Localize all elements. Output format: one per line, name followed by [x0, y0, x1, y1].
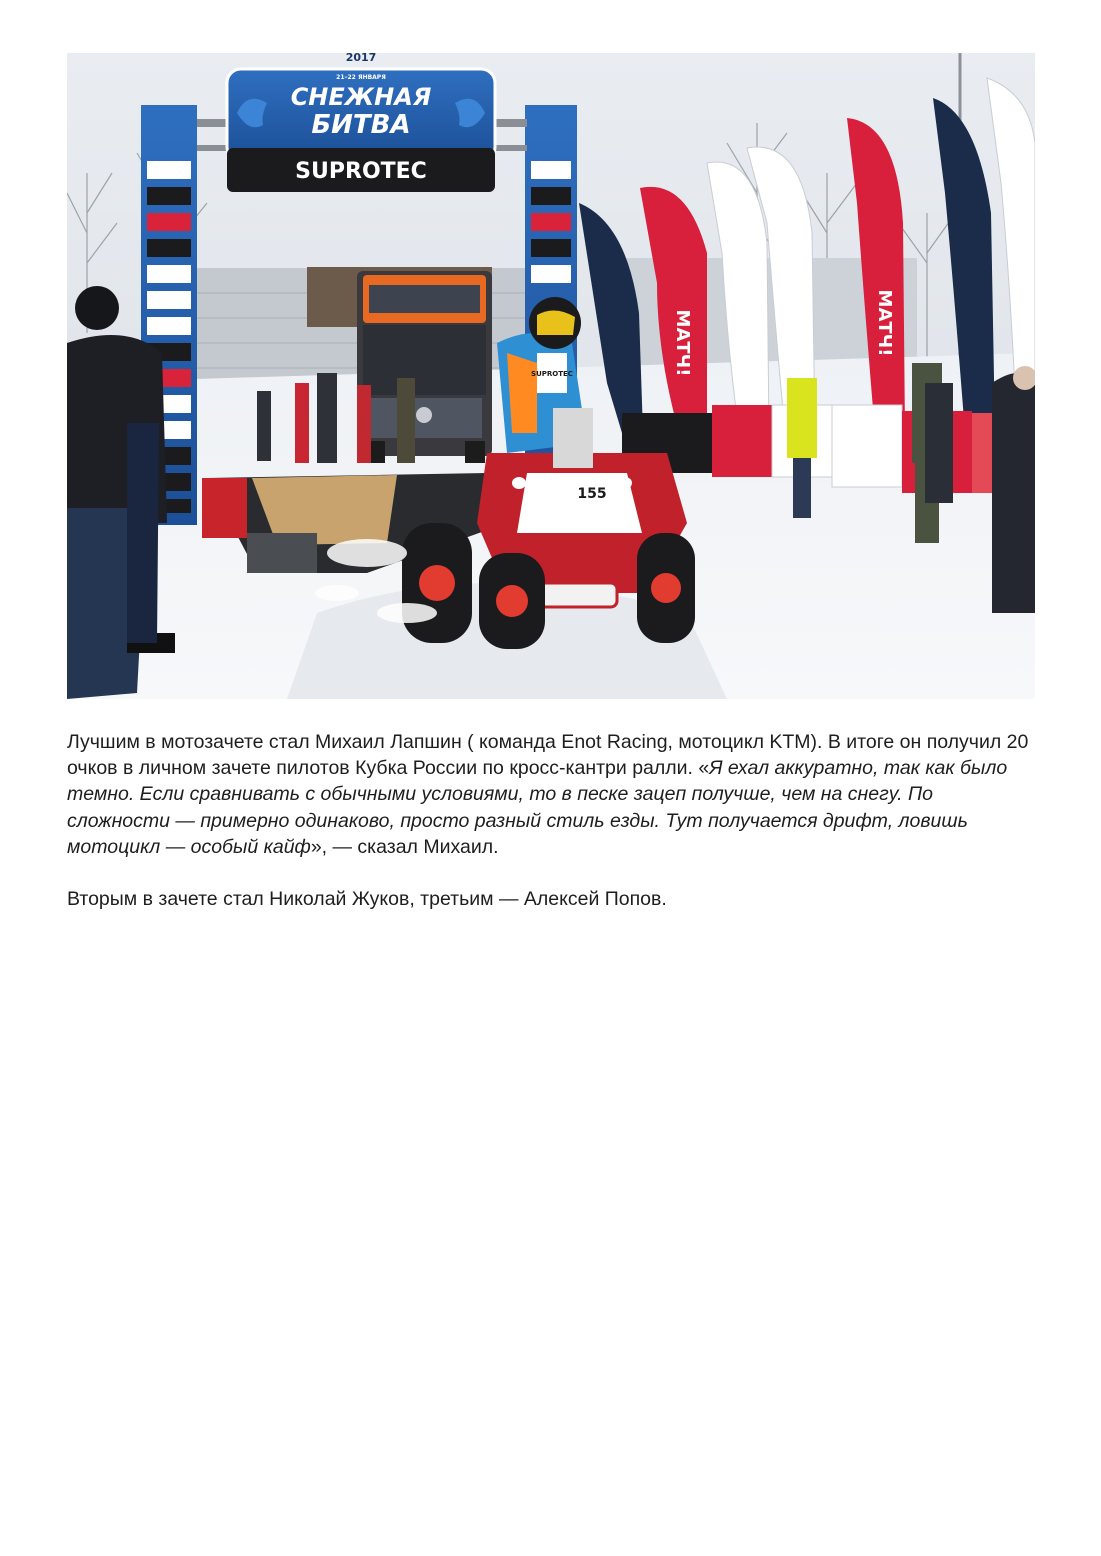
paragraph-runners-up: Вторым в зачете стал Николай Жуков, третьим — Алексей Попов. [67, 888, 667, 911]
paragraph-winner-attribution: », — сказал Михаил. [310, 835, 499, 858]
article-text [67, 729, 1035, 912]
arch-title-line2: БИТВА [311, 110, 411, 140]
rally-finish-photo [67, 53, 1035, 699]
quad-number: 155 [577, 486, 607, 502]
svg-text:МАТЧ!: МАТЧ! [874, 289, 895, 357]
arch-title-line1: СНЕЖНАЯ [290, 83, 432, 111]
paragraph-winner [67, 729, 1035, 860]
svg-text:МАТЧ!: МАТЧ! [672, 309, 693, 377]
paragraph-winner-intro: Лучшим в мотозачете стал Михаил Лапшин ( команда Enot Racing, мотоцикл KTM). В итоге он получил 20 очков в личном зачете пилотов Кубка России по кросс-кантри ралли. « [67, 731, 1029, 780]
rider-quote: Я ехал аккуратно, так как было темно. Если сравнивать с обычными условиями, то в песке зацеп получше, чем на снегу. По сложности — примерно одинаково, просто разный стиль езды. Тут получается дрифт, ловишь мотоцикл — особый кайф [67, 757, 1008, 858]
rider-bib: SUPROTEC [531, 370, 573, 378]
arch-sponsor: SUPROTEC [295, 159, 427, 184]
arch-year: 2017 [345, 53, 377, 64]
article-photo [67, 53, 1035, 699]
arch-dates: 21–22 ЯНВАРЯ [336, 74, 386, 81]
